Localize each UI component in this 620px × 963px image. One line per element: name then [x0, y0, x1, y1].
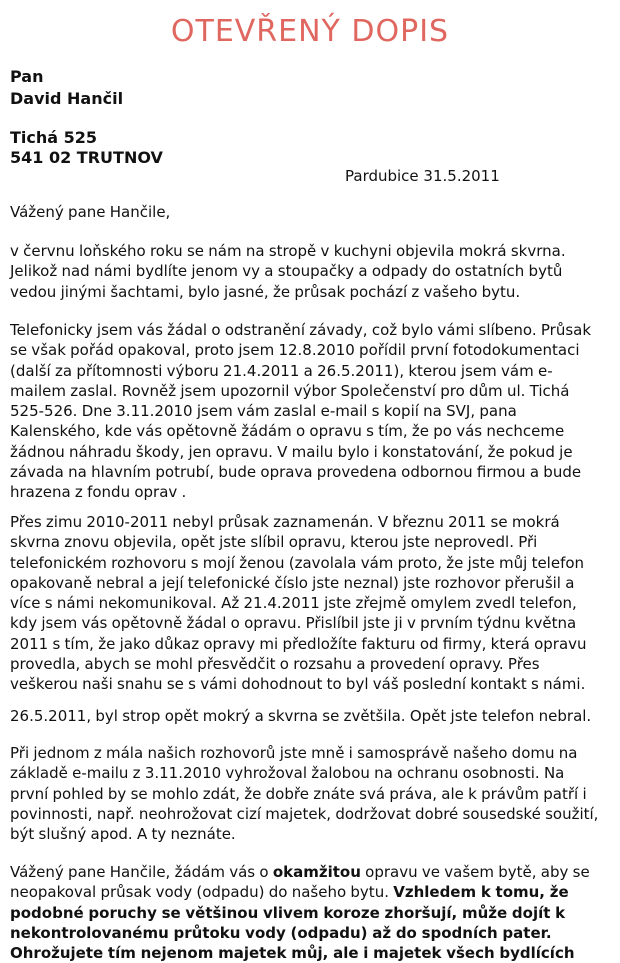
paragraph-line: první pohled by se mohlo zdát, že dobře znáte svá práva, ale k právům patří i: [10, 784, 587, 803]
letter-date: Pardubice 31.5.2011: [345, 167, 500, 185]
paragraph-line: veškerou naši snahu se s vámi dohodnout to byl váš poslední kontakt s námi.: [10, 675, 586, 694]
text-run: neopakoval průsak vody (odpadu) do našeho bytu.: [10, 883, 394, 902]
paragraph-line: provedla, abych se mohl přesvědčit o rozsahu a provedení opravy. Přes: [10, 655, 540, 674]
paragraph-line: základě e-mailu z 3.11.2010 vyhrožoval žalobou na ochranu osobnosti. Na: [10, 764, 565, 783]
paragraph-line: (další za přítomnosti výboru 21.4.2011 a 26.5.2011), kterou jsem vám e-: [10, 361, 553, 380]
paragraph-3: [10, 512, 614, 695]
paragraph-line: [10, 943, 614, 963]
recipient-salutation: Pan: [10, 67, 44, 86]
paragraph-5: [10, 743, 614, 844]
emphasis-immediate: okamžitou: [272, 863, 361, 881]
paragraph-line: 525-526. Dne 3.11.2010 jsem vám zaslal e-mail s kopií na SVJ, pana: [10, 402, 517, 421]
paragraph-line: [10, 923, 614, 943]
paragraph-2: [10, 320, 614, 503]
paragraph-line: [10, 882, 614, 902]
paragraph-line: vedou jinými šachtami, bylo jasné, že průsak pochází z vašeho bytu.: [10, 282, 521, 301]
greeting: Vážený pane Hančile,: [10, 203, 171, 221]
paragraph-line: opakovaně nebral a její telefonické číslo jste neznal) jste rozhovor přerušil a: [10, 573, 575, 592]
paragraph-line: Přes zimu 2010-2011 nebyl průsak zaznamenán. V březnu 2011 se mokrá: [10, 513, 560, 531]
paragraph-line: se však pořád opakoval, proto jsem 12.8.2010 pořídil první fotodokumentaci: [10, 341, 580, 360]
paragraph-line: mailem zaslal. Rovněž jsem upozornil výbor Společenství pro dům ul. Tichá: [10, 381, 570, 400]
paragraph-4: 26.5.2011, byl strop opět mokrý a skvrna se zvětšila. Opět jste telefon nebral.: [10, 707, 592, 725]
paragraph-line: povinnosti, např. neohrožovat cizí majetek, dodržovat dobré sousedské soužití,: [10, 804, 599, 823]
paragraph-line: kdy jsem vás opětovně žádal o opravu. Přislíbil jste ji v prvním týdnu května: [10, 614, 577, 633]
paragraph-1: [10, 241, 614, 302]
paragraph-line: Při jednom z mála našich rozhovorů jste mně i samosprávě našeho domu na: [10, 744, 578, 762]
paragraph-line: Telefonicky jsem vás žádal o odstranění závady, což bylo vámi slíbeno. Průsak: [10, 321, 592, 339]
paragraph-line: telefonickém rozhovoru s mojí ženou (zavolala vám proto, že jste můj telefon: [10, 553, 585, 572]
paragraph-line: Kalenského, kde vás opětovně žádám o opravu s tím, že po vás nechceme: [10, 422, 565, 441]
paragraph-line: [10, 862, 614, 882]
paragraph-line: více s námi nekomunikoval. Až 21.4.2011 jste zřejmě omylem zvedl telefon,: [10, 594, 577, 613]
paragraph-line: být slušný apod. A ty neznáte.: [10, 825, 236, 844]
paragraph-line: 2011 s tím, že jako důkaz opravy mi předložíte fakturu od firmy, která opravu: [10, 634, 587, 653]
bold-run: podobné poruchy se většinou vlivem koroze zhoršují, může dojít k: [10, 903, 566, 922]
recipient-city: 541 02 TRUTNOV: [10, 148, 163, 167]
recipient-name: David Hančil: [10, 89, 124, 108]
bold-run: Ohrožujete tím nejenom majetek můj, ale i majetek všech bydlících: [10, 944, 575, 963]
bold-run: Vzhledem k tomu, že: [393, 883, 569, 902]
paragraph-line: závada na hlavním potrubí, bude oprava provedena odbornou firmou a bude: [10, 463, 582, 482]
letter-title: OTEVŘENÝ DOPIS: [170, 14, 450, 49]
text-run: opravu ve vašem bytě, aby se: [360, 863, 590, 881]
paragraph-6: [10, 862, 614, 963]
paragraph-line: skvrna znovu objevila, opět jste slíbil opravu, kterou jste neprovedl. Při: [10, 533, 538, 552]
paragraph-line: Jelikož nad námi bydlíte jenom vy a stoupačky a odpady do ostatních bytů: [10, 262, 563, 281]
paragraph-line: [10, 903, 614, 923]
text-run: Vážený pane Hančile, žádám vás o: [10, 863, 273, 881]
bold-run: nekontrolovanému průtoku vody (odpadu) až do spodních pater.: [10, 923, 552, 942]
paragraph-line: žádnou náhradu škody, jen opravu. V mailu bylo i konstatování, že pokud je: [10, 442, 573, 461]
paragraph-line: v červnu loňského roku se nám na stropě v kuchyni objevila mokrá skvrna.: [10, 242, 566, 260]
paragraph-line: hrazena z fondu oprav .: [10, 483, 187, 502]
recipient-street: Tichá 525: [10, 128, 98, 147]
